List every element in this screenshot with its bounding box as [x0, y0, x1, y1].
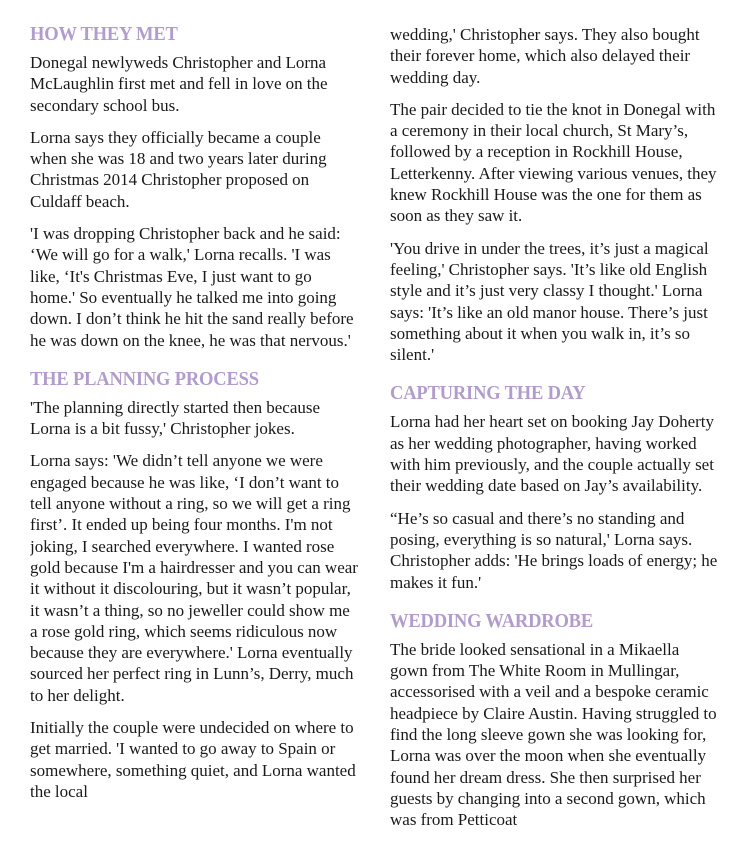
- paragraph: Lorna says: 'We didn’t tell anyone we were engaged because he was like, ‘I don’t want to tell anyone without a ring, so we will get a ring first’. It ended up being four months. I'm not joking, I searched everywhere. I wanted rose gold because I'm a hairdresser and you can wear it without it discolouring, but it wasn’t popular, it wasn’t a thing, so no jeweller could show me a rose gold ring, which seems ridiculous now because they are everywhere.' Lorna eventually sourced her perfect ring in Lunn’s, Derry, much to her delight.: [30, 451, 358, 705]
- paragraph: wedding,' Christopher says. They also bought their forever home, which also delayed their wedding day.: [390, 25, 700, 87]
- section-heading-capturing-the-day: CAPTURING THE DAY: [390, 383, 586, 405]
- section-heading-the-planning-process: THE PLANNING PROCESS: [30, 368, 259, 390]
- paragraph: Lorna says they officially became a couple when she was 18 and two years later during Christmas 2014 Christopher proposed on Culdaff beach.: [30, 127, 327, 211]
- paragraph: The bride looked sensational in a Mikaella gown from The White Room in Mullingar, accessorised with a veil and a bespoke ceramic headpiece by Claire Austin. Having struggled to find the long sleeve gown she was looking for, Lorna was over the moon when she eventually found her dream dress. She then surprised her guests by changing into a second gown, which was from Petticoat: [390, 639, 717, 830]
- right-column: [390, 24, 718, 866]
- paragraph: The pair decided to tie the knot in Donegal with a ceremony in their local church, St Mary’s, followed by a reception in Rockhill House, Letterkenny. After viewing various venues, they knew Rockhill House was the one for them as soon as they saw it.: [390, 99, 717, 226]
- paragraph: “He’s so casual and there’s no standing and posing, everything is so natural,' Lorna says. Christopher adds: 'He brings loads of energy; he makes it fun.': [390, 508, 718, 592]
- paragraph: 'The planning directly started then because Lorna is a bit fussy,' Christopher jokes.: [30, 397, 321, 439]
- paragraph: Donegal newlyweds Christopher and Lorna McLaughlin first met and fell in love on the secondary school bus.: [30, 53, 328, 115]
- paragraph: 'You drive in under the trees, it’s just a magical feeling,' Christopher says. 'It’s like old English style and it’s just very classy I thought.' Lorna says: 'It’s like an old manor house. There’s just something about it when you walk in, it’s so silent.': [390, 238, 709, 365]
- paragraph: 'I was dropping Christopher back and he said: ‘We will go for a walk,' Lorna recalls. 'I was like, ‘It's Christmas Eve, I just want to go home.' So eventually he talked me into going down. I don’t think he hit the sand really before he was down on the knee, he was that nervous.': [30, 224, 354, 350]
- paragraph: Initially the couple were undecided on where to get married. 'I wanted to go away to Spain or somewhere, something quiet, and Lorna wanted the local: [30, 718, 356, 801]
- paragraph: Lorna had her heart set on booking Jay Doherty as her wedding photographer, having worked with him previously, and the couple actually set their wedding date based on Jay’s availability.: [390, 412, 714, 496]
- section-heading-wedding-wardrobe: WEDDING WARDROBE: [390, 610, 594, 632]
- section-heading-how-they-met: HOW THEY MET: [30, 24, 178, 45]
- left-column: [30, 24, 358, 866]
- article-columns: [30, 24, 718, 866]
